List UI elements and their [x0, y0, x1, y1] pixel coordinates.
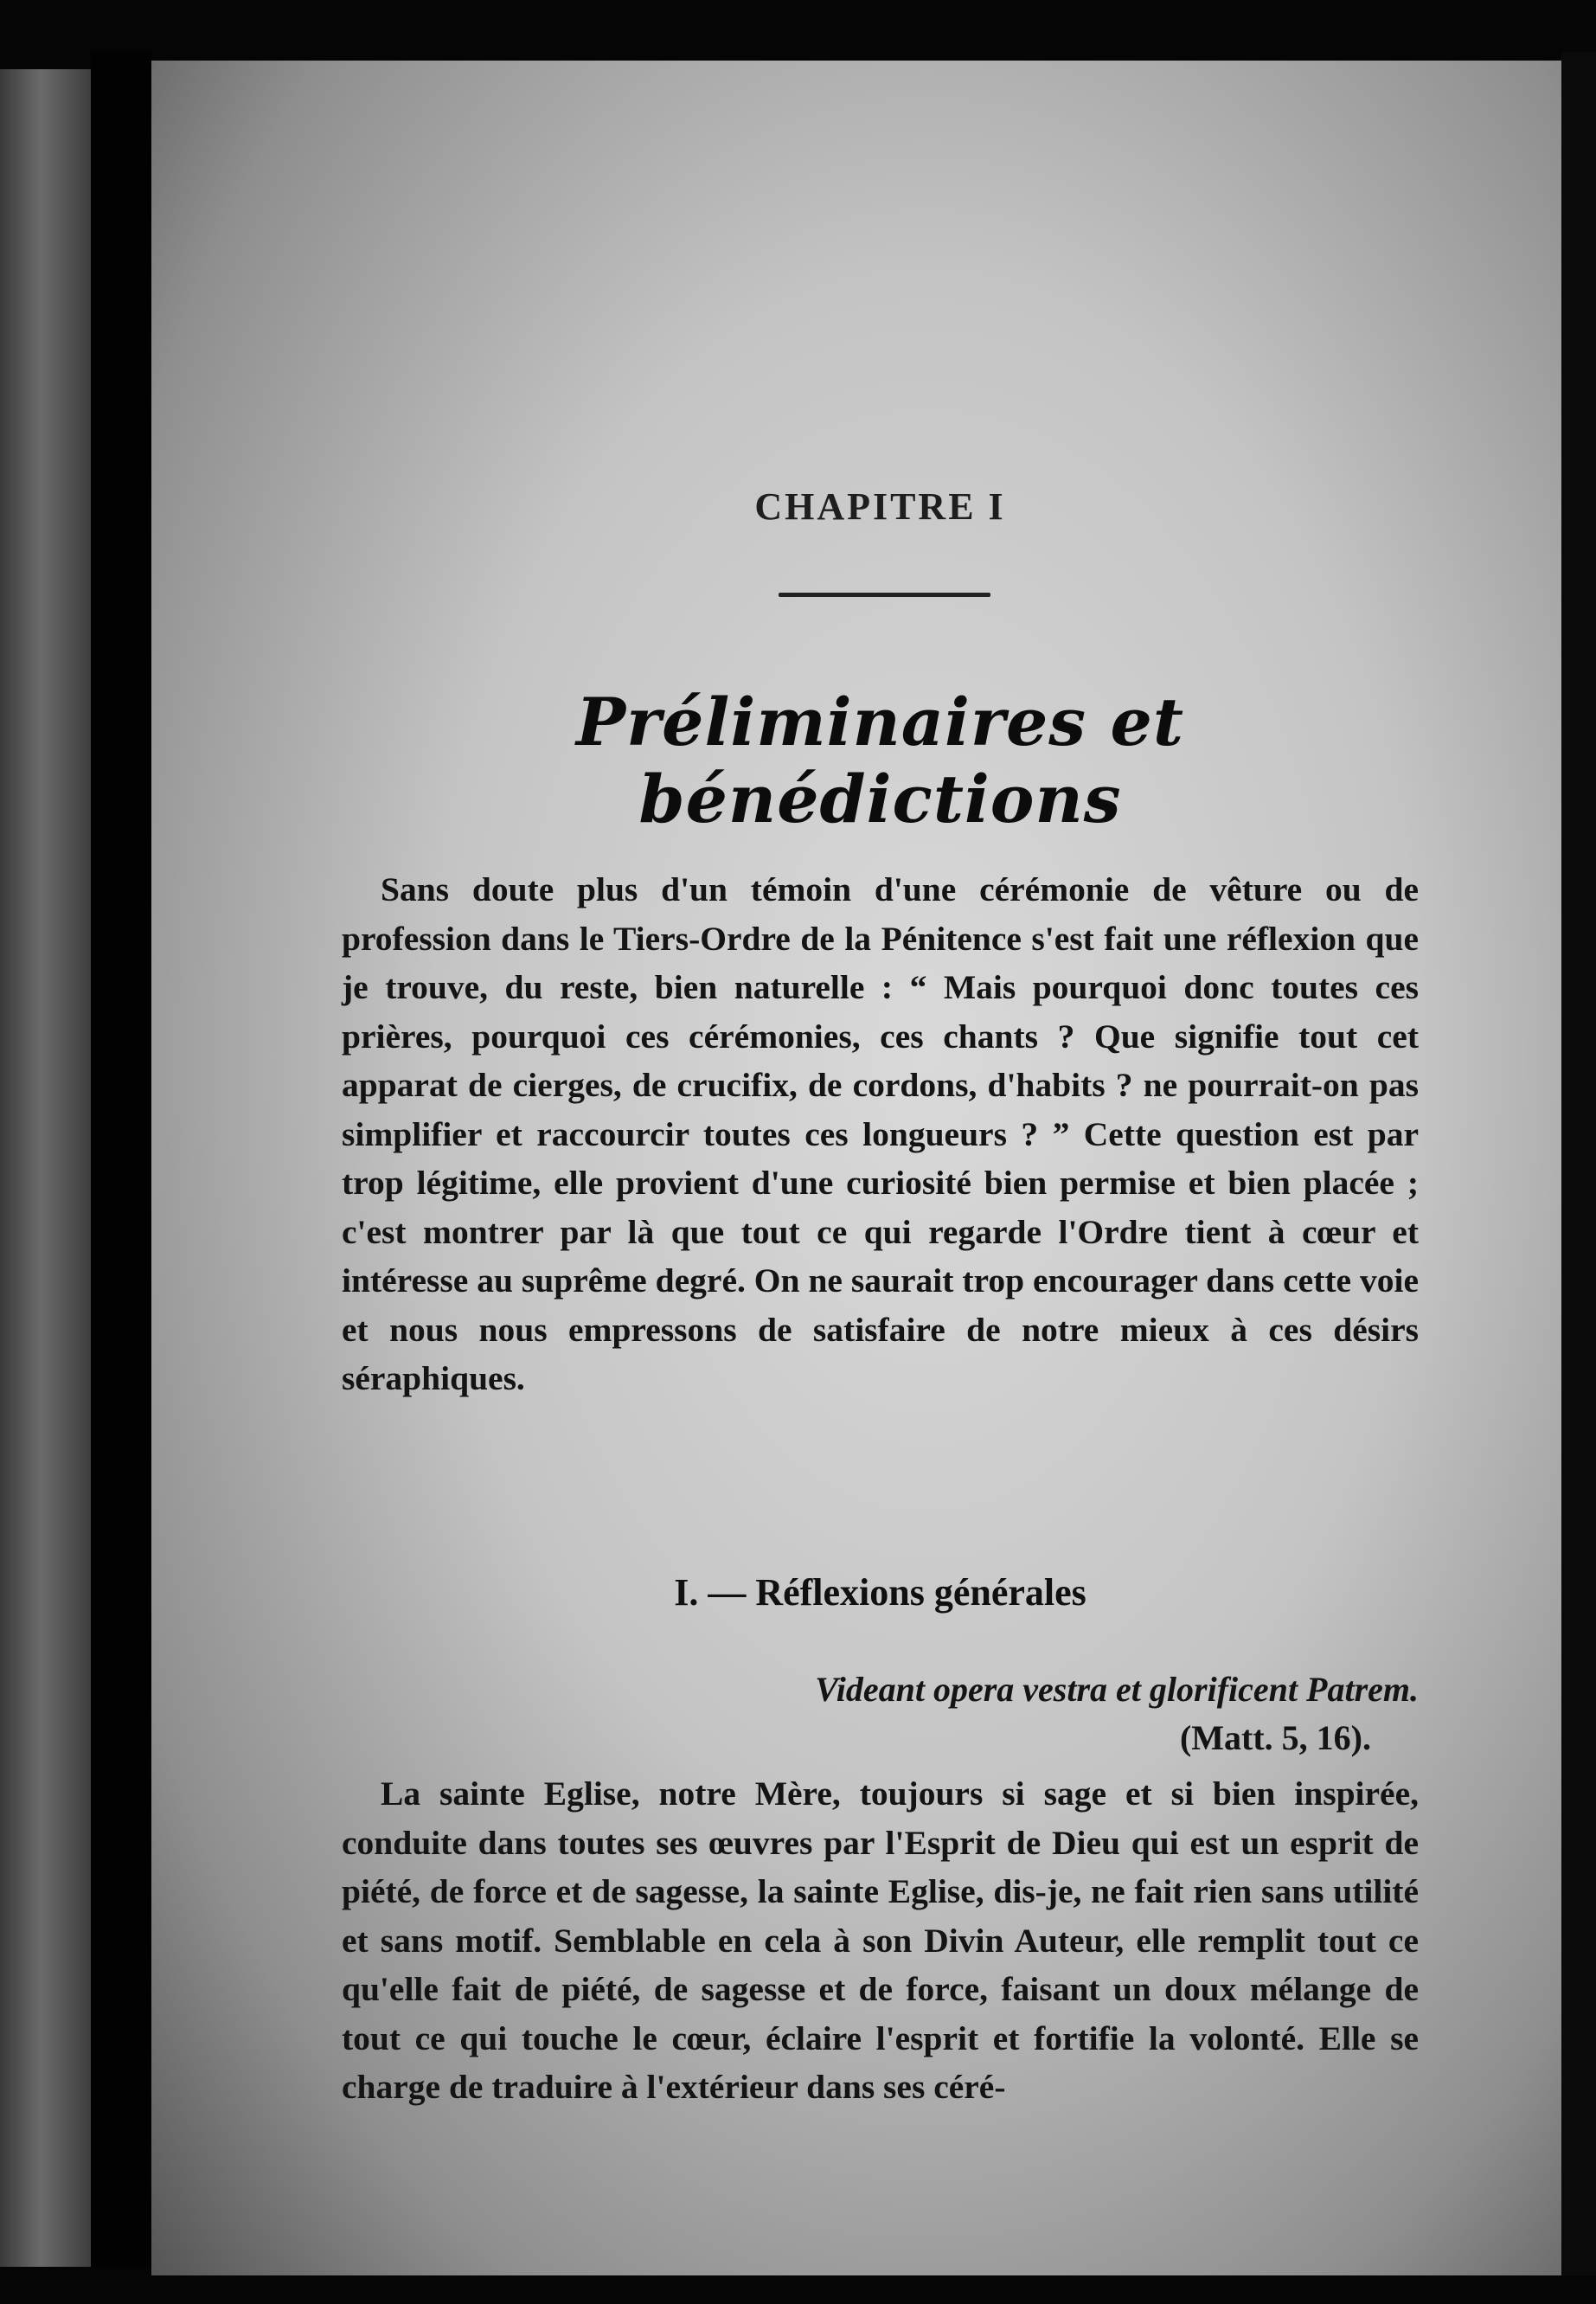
- scan-right-edge: [1561, 52, 1596, 2275]
- book-gutter: [91, 52, 151, 2267]
- epigraph-reference: (Matt. 5, 16).: [1179, 1718, 1371, 1757]
- chapter-heading: CHAPITRE I: [754, 485, 1006, 528]
- chapter-title: Préliminaires et bénédictions: [575, 683, 1185, 838]
- book-page: [151, 61, 1561, 2275]
- paragraph-1: Sans doute plus d'un témoin d'une cérémonie de vêture ou de profession dans le Tiers-Ordre de la Pénitence s'est fait une réflexion que je trouve, du reste, bien naturelle : “ Mais pourquoi donc toutes ces prières, pourquoi ces cérémonies, ces chants ? Que signifie tout cet apparat de cierges, de crucifix, de cordons, d'habits ? ne pourrait-on pas simplifier et raccourcir toutes ces longueurs ? ” Cette question est par trop légitime, elle provient d'une curiosité bien permise et bien placée ; c'est montrer par là que tout ce qui regarde l'Ordre tient à cœur et intéresse au suprême degré. On ne saurait trop encourager dans cette voie et nous nous empressons de satisfaire de notre mieux à ces désirs séraphiques.: [342, 870, 1419, 1397]
- epigraph: [342, 1665, 1419, 1762]
- previous-page-edge: [0, 69, 91, 2267]
- paragraph-2: La sainte Eglise, notre Mère, toujours si sage et si bien inspirée, conduite dans toutes ses œuvres par l'Esprit de Dieu qui est un esprit de piété, de force et de sagesse, la sainte Eglise, dis-je, ne fait rien sans utilité et sans motif. Semblable en cela à son Divin Auteur, elle remplit tout ce qu'elle fait de piété, de sagesse et de force, faisant un doux mélange de tout ce qui touche le cœur, éclaire l'esprit et fortifie la volonté. Elle se charge de traduire à l'extérieur dans ses céré-: [342, 1775, 1419, 2106]
- chapter-rule: [779, 593, 990, 597]
- epigraph-text: Videant opera vestra et glorificent Patrem.: [815, 1670, 1419, 1709]
- section-heading: I. — Réflexions générales: [674, 1571, 1086, 1614]
